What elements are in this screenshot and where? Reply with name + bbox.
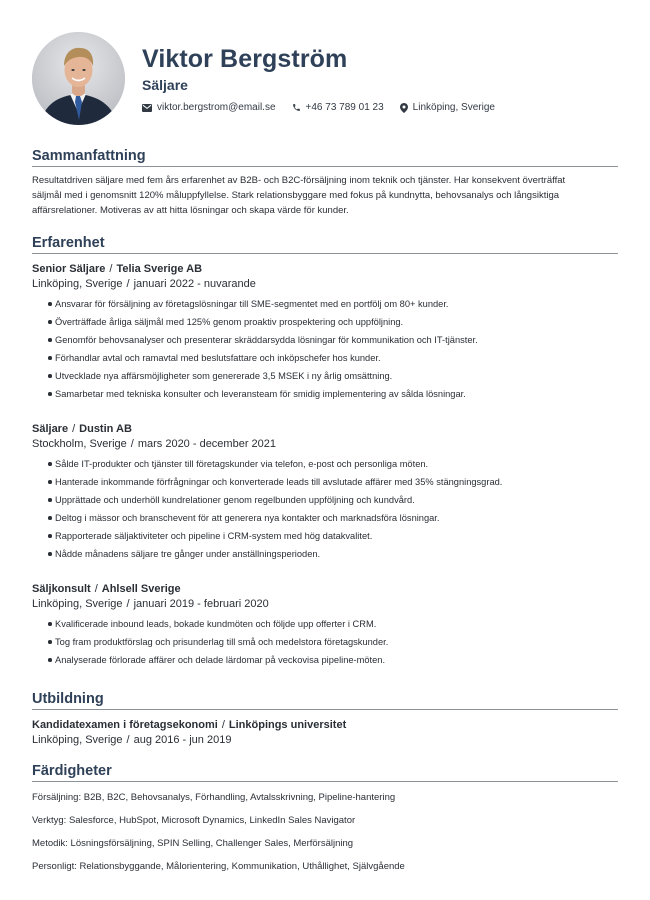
summary-line: affärsrelationer. Motiveras av att hitta lösningar och skapa värde för kunder. (32, 205, 349, 216)
bullet-item: Analyserade förlorade affärer och delade lärdomar på veckovisa pipeline-möten. (48, 651, 618, 669)
skill-line: Verktyg: Salesforce, HubSpot, Microsoft Dynamics, LinkedIn Sales Navigator (32, 815, 356, 826)
job-entry (32, 262, 618, 403)
header-text (142, 44, 511, 113)
skills-section (32, 762, 618, 874)
phone-text: +46 73 789 01 23 (305, 102, 384, 113)
job-bullets (32, 615, 618, 669)
candidate-name: Viktor Bergström (142, 45, 348, 73)
job-company: Dustin AB (79, 423, 132, 435)
avatar (32, 32, 125, 125)
bullet-item: Upprättade och underhöll kundrelationer genom regelbunden uppföljning och kundvård. (48, 491, 618, 509)
bullet-item: Tog fram produktförslag och prisunderlag till små och medelstora företagskunder. (48, 633, 618, 651)
degree: Kandidatexamen i företagsekonomi (32, 719, 218, 731)
job-title: Säljkonsult (32, 583, 91, 595)
skills-heading: Färdigheter (32, 762, 618, 782)
job-entry (32, 422, 618, 563)
location-text: Linköping, Sverige (412, 102, 495, 113)
separator: / (126, 278, 130, 290)
mail-icon (142, 104, 152, 112)
bullet-item: Hanterade inkommande förfrågningar och konverterade leads till avslutade affärer med 35% stängningsgrad. (48, 473, 618, 491)
job-location: Stockholm, Sverige (32, 438, 127, 450)
experience-heading: Erfarenhet (32, 234, 618, 254)
job-location: Linköping, Sverige (32, 278, 123, 290)
job-entry (32, 582, 618, 669)
education-meta (32, 733, 618, 748)
contact-row (142, 102, 511, 113)
experience-section (32, 234, 618, 669)
candidate-title: Säljare (142, 77, 188, 93)
separator: / (109, 263, 113, 275)
job-period: januari 2022 - nuvarande (133, 278, 256, 290)
job-title-line (32, 262, 618, 276)
bullet-item: Överträffade årliga säljmål med 125% genom proaktiv prospektering och uppföljning. (48, 313, 618, 331)
education-location: Linköping, Sverige (32, 734, 123, 746)
job-meta (32, 597, 618, 612)
job-bullets (32, 295, 618, 403)
education-heading: Utbildning (32, 690, 618, 710)
bullet-item: Förhandlar avtal och ramavtal med beslutsfattare och inköpschefer hos kunder. (48, 349, 618, 367)
job-title: Säljare (32, 423, 69, 435)
job-title: Senior Säljare (32, 263, 106, 275)
job-period: mars 2020 - december 2021 (137, 438, 277, 450)
bullet-item: Rapporterade säljaktiviteter och pipeline i CRM-system med hög datakvalitet. (48, 527, 618, 545)
bullet-item: Kvalificerade inbound leads, bokade kundmöten och följde upp offerter i CRM. (48, 615, 618, 633)
bullet-item: Samarbetar med tekniska konsulter och leveransteam för smidig implementering av sålda lösningar. (48, 385, 618, 403)
profile-photo (32, 32, 125, 125)
bullet-item: Deltog i mässor och branschevent för att generera nya kontakter och marknadsföra lösningar. (48, 509, 618, 527)
contact-email[interactable] (142, 102, 276, 113)
contact-location (400, 102, 495, 113)
summary-line: säljmål med i genomsnitt 120% måluppfyllelse. Stark relationsbyggare med fokus på kundnytta, behovsanalys och långsiktiga (32, 190, 560, 201)
separator: / (72, 423, 76, 435)
location-pin-icon (400, 103, 408, 113)
summary-text (32, 173, 618, 218)
job-title-line (32, 582, 618, 596)
separator: / (221, 719, 225, 731)
job-bullets (32, 455, 618, 563)
bullet-item: Sålde IT-produkter och tjänster till företagskunder via telefon, e-post och personliga möten. (48, 455, 618, 473)
education-section (32, 690, 618, 748)
school: Linköpings universitet (228, 719, 347, 731)
bullet-item: Ansvarar för försäljning av företagslösningar till SME-segmentet med en portfölj om 80+ kunder. (48, 295, 618, 313)
skill-line: Försäljning: B2B, B2C, Behovsanalys, Förhandling, Avtalsskrivning, Pipeline-hantering (32, 792, 396, 803)
job-location: Linköping, Sverige (32, 598, 123, 610)
bullet-item: Utvecklade nya affärsmöjligheter som genererade 3,5 MSEK i ny årlig omsättning. (48, 367, 618, 385)
education-title-line (32, 718, 618, 732)
summary-line: Resultatdriven säljare med fem års erfarenhet av B2B- och B2C-försäljning inom teknik och tjänster. Har konsekvent överträffat (32, 175, 566, 186)
separator: / (94, 583, 98, 595)
job-company: Ahlsell Sverige (101, 583, 181, 595)
bullet-item: Nådde månadens säljare tre gånger under anställningsperioden. (48, 545, 618, 563)
summary-section (32, 147, 618, 218)
bullet-item: Genomför behovsanalyser och presenterar skräddarsydda lösningar för kommunikation och IT-tjänster. (48, 331, 618, 349)
separator: / (130, 438, 134, 450)
skill-line: Metodik: Lösningsförsäljning, SPIN Selling, Challenger Sales, Merförsäljning (32, 838, 354, 849)
separator: / (126, 734, 130, 746)
job-title-line (32, 422, 618, 436)
job-meta (32, 277, 618, 292)
skill-line: Personligt: Relationsbyggande, Målorientering, Kommunikation, Uthållighet, Självgående (32, 861, 405, 872)
job-period: januari 2019 - februari 2020 (133, 598, 269, 610)
job-meta (32, 437, 618, 452)
contact-phone[interactable] (292, 102, 384, 113)
education-period: aug 2016 - jun 2019 (133, 734, 232, 746)
resume-header (32, 0, 618, 140)
summary-heading: Sammanfattning (32, 147, 618, 167)
phone-icon (292, 103, 301, 112)
job-company: Telia Sverige AB (116, 263, 203, 275)
separator: / (126, 598, 130, 610)
email-text: viktor.bergstrom@email.se (157, 102, 276, 113)
